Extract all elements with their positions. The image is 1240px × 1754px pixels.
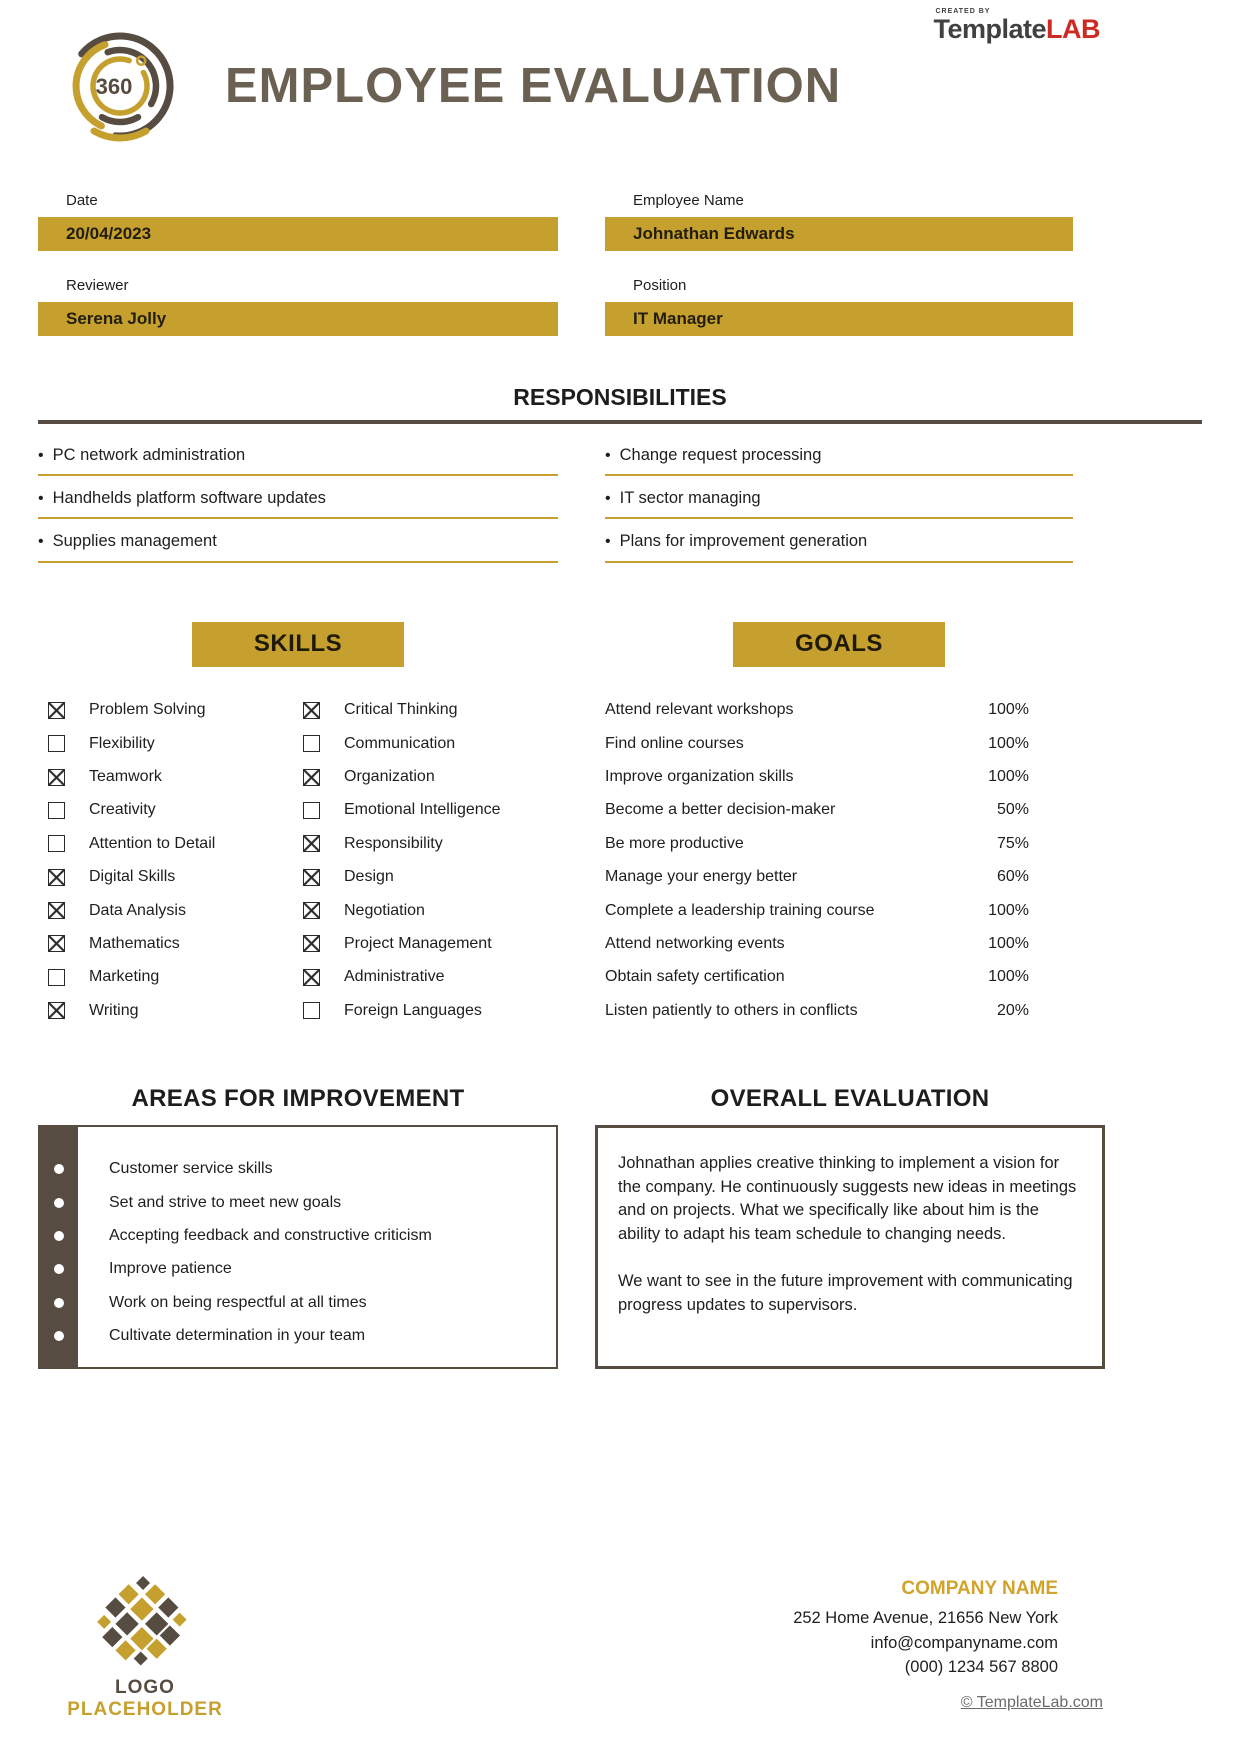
goal-item [605, 727, 1073, 760]
checkbox-checked-icon[interactable] [303, 969, 320, 986]
skill-label: Design [344, 868, 394, 886]
reviewer-input[interactable] [38, 302, 558, 336]
goal-label: Listen patiently to others in conflicts [605, 1001, 858, 1019]
skill-label: Creativity [89, 801, 156, 819]
goal-label: Manage your energy better [605, 868, 798, 886]
responsibility-text: Change request processing [619, 446, 822, 464]
logo-placeholder-line1: LOGO [115, 1677, 175, 1699]
employee-name-label: Employee Name [633, 192, 744, 209]
reviewer-field-group [38, 277, 558, 336]
goal-item [605, 827, 1073, 860]
skill-item [303, 927, 558, 960]
goal-percentage: 100% [988, 901, 1029, 919]
skill-label: Foreign Languages [344, 1001, 482, 1019]
responsibilities-divider [38, 420, 1202, 424]
position-value: IT Manager [633, 309, 723, 328]
reviewer-value: Serena Jolly [66, 309, 167, 328]
skill-label: Communication [344, 734, 456, 752]
goal-item [605, 694, 1073, 727]
skill-item [48, 694, 303, 727]
bullet-cell [40, 1286, 78, 1319]
improvement-column [38, 1085, 558, 1369]
logo-placeholder [45, 1575, 245, 1721]
goal-label: Find online courses [605, 734, 744, 752]
skill-item [48, 827, 303, 860]
checkbox-unchecked-icon[interactable] [303, 1002, 320, 1019]
checkbox-checked-icon[interactable] [48, 769, 65, 786]
goal-item [605, 861, 1073, 894]
checkbox-checked-icon[interactable] [303, 902, 320, 919]
responsibilities-left-column [38, 446, 558, 576]
bullet-icon: • [605, 447, 611, 464]
skill-label: Organization [344, 768, 435, 786]
checkbox-checked-icon[interactable] [303, 769, 320, 786]
skill-label: Critical Thinking [344, 701, 458, 719]
responsibilities-right-column [605, 446, 1073, 576]
goals-column [605, 622, 1073, 1028]
skill-label: Teamwork [89, 768, 162, 786]
responsibility-text: Plans for improvement generation [619, 532, 868, 551]
skill-item [48, 927, 303, 960]
skill-item [48, 861, 303, 894]
improvement-item: Accepting feedback and constructive criticism [109, 1226, 432, 1244]
skill-label: Administrative [344, 968, 445, 986]
position-field-group [605, 277, 1073, 336]
skill-label: Responsibility [344, 834, 443, 852]
skill-label: Data Analysis [89, 901, 186, 919]
goal-percentage: 100% [988, 968, 1029, 986]
bullet-dot-icon [54, 1198, 64, 1208]
checkbox-checked-icon[interactable] [48, 935, 65, 952]
bullet-dot-icon [54, 1231, 64, 1241]
skill-label: Marketing [89, 968, 160, 986]
goal-percentage: 100% [988, 701, 1029, 719]
skill-item [48, 894, 303, 927]
checkbox-unchecked-icon[interactable] [303, 735, 320, 752]
checkbox-unchecked-icon[interactable] [48, 835, 65, 852]
skill-label: Digital Skills [89, 868, 176, 886]
logo-360-text: 360 [95, 74, 133, 99]
bullet-icon: • [38, 533, 44, 551]
skill-item [303, 727, 558, 760]
skills-header: SKILLS [192, 622, 404, 667]
goal-item [605, 927, 1073, 960]
checkbox-checked-icon[interactable] [303, 702, 320, 719]
checkbox-unchecked-icon[interactable] [48, 735, 65, 752]
skills-goals-section [38, 622, 1240, 1028]
skill-item [48, 727, 303, 760]
improvement-title: AREAS FOR IMPROVEMENT [131, 1085, 465, 1113]
date-input[interactable] [38, 217, 558, 251]
checkbox-unchecked-icon[interactable] [303, 802, 320, 819]
logo-placeholder-line2: PLACEHOLDER [67, 1699, 223, 1721]
goal-label: Become a better decision-maker [605, 801, 836, 819]
improvement-bullet-bar [40, 1127, 78, 1367]
improvement-item: Cultivate determination in your team [109, 1327, 366, 1345]
date-field-group [38, 192, 558, 251]
goal-item [605, 961, 1073, 994]
skill-label: Mathematics [89, 934, 180, 952]
templatelab-wordmark: TemplateLAB [933, 14, 1100, 44]
employee-name-value: Johnathan Edwards [633, 224, 795, 243]
skill-label: Project Management [344, 934, 492, 952]
skill-item [303, 760, 558, 793]
skill-item [303, 961, 558, 994]
employee-name-field-group [605, 192, 1073, 251]
skills-column [38, 622, 558, 1028]
goal-label: Complete a leadership training course [605, 901, 875, 919]
skill-label: Problem Solving [89, 701, 206, 719]
checkbox-unchecked-icon[interactable] [48, 802, 65, 819]
skill-item [303, 694, 558, 727]
goals-header: GOALS [733, 622, 945, 667]
bullet-cell [40, 1152, 78, 1185]
logo-placeholder-icon [90, 1575, 200, 1670]
goal-percentage: 100% [988, 768, 1029, 786]
checkbox-checked-icon[interactable] [48, 1002, 65, 1019]
responsibility-text: Supplies management [52, 532, 217, 551]
bullet-icon: • [605, 490, 611, 508]
checkbox-checked-icon[interactable] [303, 935, 320, 952]
responsibilities-section [38, 446, 1240, 576]
improvement-item: Work on being respectful at all times [109, 1293, 367, 1311]
goal-label: Attend relevant workshops [605, 701, 794, 719]
goal-percentage: 60% [996, 868, 1029, 886]
improvement-box [38, 1125, 558, 1369]
responsibility-text: IT sector managing [619, 489, 761, 508]
skill-item [48, 794, 303, 827]
templatelab-logo [933, 8, 1100, 43]
goals-list [605, 694, 1073, 1028]
skill-item [303, 827, 558, 860]
responsibility-item [38, 489, 558, 519]
goal-label: Attend networking events [605, 934, 785, 952]
improvement-items [78, 1127, 556, 1367]
overall-column [595, 1085, 1105, 1369]
goal-item [605, 894, 1073, 927]
responsibility-item [605, 489, 1073, 519]
goal-percentage: 20% [996, 1001, 1029, 1019]
skill-item [48, 760, 303, 793]
skill-label: Attention to Detail [89, 834, 216, 852]
improvement-item: Set and strive to meet new goals [109, 1193, 342, 1211]
responsibility-item [605, 446, 1073, 476]
bullet-cell [40, 1319, 78, 1352]
date-value: 20/04/2023 [66, 224, 152, 243]
company-phone: (000) 1234 567 8800 [904, 1658, 1058, 1677]
checkbox-unchecked-icon[interactable] [48, 969, 65, 986]
reviewer-label: Reviewer [66, 277, 129, 294]
checkbox-checked-icon[interactable] [48, 902, 65, 919]
bullet-dot-icon [54, 1264, 64, 1274]
goal-percentage: 100% [988, 934, 1029, 952]
header [0, 0, 1240, 192]
bullet-dot-icon [54, 1331, 64, 1341]
skill-item [48, 961, 303, 994]
checkbox-checked-icon[interactable] [48, 869, 65, 886]
company-name: COMPANY NAME [901, 1578, 1058, 1600]
checkbox-checked-icon[interactable] [48, 702, 65, 719]
position-label: Position [633, 277, 687, 294]
goal-percentage: 100% [988, 734, 1029, 752]
overall-title: OVERALL EVALUATION [710, 1085, 990, 1113]
bullet-icon: • [605, 533, 611, 551]
bullet-dot-icon [54, 1164, 64, 1174]
skill-label: Emotional Intelligence [344, 801, 501, 819]
templatelab-copyright-link[interactable]: © TemplateLab.com [960, 1694, 1103, 1711]
goal-item [605, 994, 1073, 1027]
checkbox-checked-icon[interactable] [303, 835, 320, 852]
bullet-icon: • [38, 490, 44, 508]
position-input[interactable] [605, 302, 1073, 336]
improvement-item: Improve patience [109, 1260, 232, 1278]
bullet-cell [40, 1219, 78, 1252]
responsibility-item [38, 532, 558, 562]
responsibility-item [38, 446, 558, 476]
page-title: EMPLOYEE EVALUATION [225, 59, 842, 113]
bullet-dot-icon [54, 1298, 64, 1308]
responsibility-item [605, 532, 1073, 562]
checkbox-checked-icon[interactable] [303, 869, 320, 886]
employee-name-input[interactable] [605, 217, 1073, 251]
overall-evaluation-box [595, 1125, 1105, 1369]
skill-item [303, 994, 558, 1027]
goal-label: Improve organization skills [605, 768, 794, 786]
goal-percentage: 75% [996, 834, 1029, 852]
logo-360-icon [60, 26, 180, 146]
bottom-section [38, 1085, 1240, 1369]
company-address: 252 Home Avenue, 21656 New York [793, 1608, 1058, 1627]
skill-label: Writing [89, 1001, 139, 1019]
fields-section [38, 192, 1240, 362]
date-label: Date [66, 192, 98, 209]
goal-item [605, 794, 1073, 827]
goal-label: Obtain safety certification [605, 968, 785, 986]
bullet-icon: • [38, 447, 44, 464]
skill-label: Flexibility [89, 734, 155, 752]
skill-label: Negotiation [344, 901, 425, 919]
goal-percentage: 50% [996, 801, 1029, 819]
responsibility-text: Handhelds platform software updates [52, 489, 326, 508]
goal-item [605, 760, 1073, 793]
overall-paragraph: We want to see in the future improvement with communicating progress updates to supervisors. [618, 1272, 1073, 1314]
skills-checklist [38, 694, 558, 1028]
responsibility-text: PC network administration [52, 446, 246, 464]
bullet-cell [40, 1186, 78, 1219]
skill-item [303, 861, 558, 894]
skill-item [303, 794, 558, 827]
skill-item [303, 894, 558, 927]
responsibilities-title: RESPONSIBILITIES [513, 384, 727, 410]
skill-item [48, 994, 303, 1027]
company-email: info@companyname.com [870, 1633, 1058, 1652]
bullet-cell [40, 1253, 78, 1286]
improvement-item: Customer service skills [109, 1160, 273, 1178]
overall-paragraph: Johnathan applies creative thinking to implement a vision for the company. He continuously suggests new ideas in meetings and on projects. What we specifically like about him is the ability to adapt his team schedule to changing needs. [618, 1154, 1077, 1243]
created-by-label: CREATED BY [935, 8, 991, 15]
goal-label: Be more productive [605, 834, 744, 852]
